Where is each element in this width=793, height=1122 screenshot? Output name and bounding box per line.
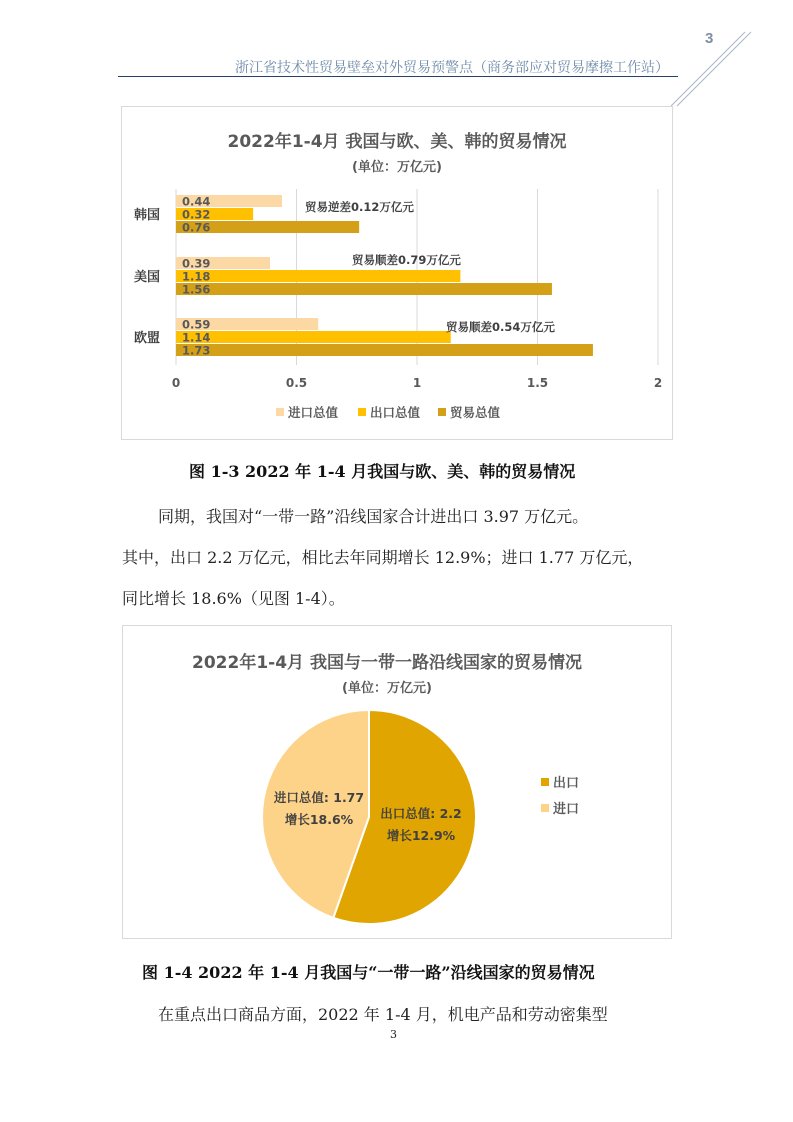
legend-label: 进口总值 — [288, 405, 339, 420]
bar-value-label: 1.73 — [182, 343, 211, 358]
pie-chart — [123, 626, 671, 938]
bar-value-label: 0.76 — [182, 220, 211, 235]
trade-balance-annotation: 贸易顺差0.79万亿元 — [352, 253, 461, 267]
chart-subtitle: (单位：万亿元) — [352, 160, 442, 175]
paragraph-line: 同比增长 18.6%（见图 1-4）。 — [122, 589, 345, 608]
legend-swatch — [438, 408, 446, 416]
bar-value-label: 0.44 — [182, 194, 211, 209]
category-label: 欧盟 — [134, 331, 161, 346]
page-number-top: 3 — [705, 30, 714, 47]
slice-label: 增长18.6% — [284, 812, 354, 827]
bar — [176, 270, 460, 282]
paragraph-line: 在重点出口商品方面，2022 年 1-4 月，机电产品和劳动密集型 — [158, 1005, 608, 1024]
page-number-footer: 3 — [390, 1028, 397, 1041]
legend-label: 出口总值 — [370, 405, 421, 420]
bar — [176, 283, 552, 295]
bar-value-label: 0.59 — [182, 317, 211, 332]
legend-swatch — [358, 408, 366, 416]
bar-value-label: 1.56 — [182, 282, 211, 297]
legend-swatch — [276, 408, 284, 416]
legend-label: 贸易总值 — [450, 405, 501, 420]
x-tick-label: 0 — [171, 376, 181, 390]
x-tick-label: 0.5 — [285, 376, 308, 390]
paragraph-line: 其中，出口 2.2 万亿元，相比去年同期增长 12.9%；进口 1.77 万亿元， — [122, 548, 644, 567]
trade-balance-annotation: 贸易顺差0.54万亿元 — [446, 320, 555, 334]
x-tick-label: 1.5 — [526, 376, 549, 390]
bar — [176, 344, 593, 356]
figure-caption-1-3: 图 1-3 2022 年 1-4 月我国与欧、美、韩的贸易情况 — [189, 462, 576, 481]
legend-label: 进口 — [553, 802, 580, 817]
trade-balance-annotation: 贸易逆差0.12万亿元 — [305, 200, 414, 214]
bar-chart-container — [121, 106, 673, 440]
chart-title: 2022年1-4月 我国与一带一路沿线国家的贸易情况 — [192, 653, 582, 673]
legend-swatch — [541, 804, 549, 812]
bar — [176, 331, 451, 343]
header-decoration — [665, 28, 760, 113]
bar-value-label: 0.39 — [182, 256, 211, 271]
chart-title: 2022年1-4月 我国与欧、美、韩的贸易情况 — [227, 132, 567, 152]
category-label: 韩国 — [134, 208, 161, 223]
x-tick-label: 2 — [653, 376, 663, 390]
legend-label: 出口 — [553, 776, 580, 791]
category-label: 美国 — [134, 270, 161, 285]
chart-subtitle: (单位：万亿元) — [342, 681, 432, 696]
paragraph-line: 同期，我国对“一带一路”沿线国家合计进出口 3.97 万亿元。 — [158, 507, 589, 526]
bar-value-label: 0.32 — [182, 207, 211, 222]
slice-label: 增长12.9% — [386, 828, 456, 843]
slice-label: 进口总值: 1.77 — [273, 790, 365, 805]
legend-swatch — [541, 778, 549, 786]
header-title: 浙江省技术性贸易壁垒对外贸易预警点（商务部应对贸易摩擦工作站） — [235, 60, 669, 76]
bar-chart — [122, 107, 672, 439]
pie-chart-container — [122, 625, 672, 939]
x-tick-label: 1 — [412, 376, 422, 390]
bar-value-label: 1.14 — [182, 330, 211, 345]
slice-label: 出口总值: 2.2 — [380, 806, 462, 821]
figure-caption-1-4: 图 1-4 2022 年 1-4 月我国与“一带一路”沿线国家的贸易情况 — [142, 963, 595, 982]
header-divider — [118, 76, 678, 77]
bar-value-label: 1.18 — [182, 269, 211, 284]
